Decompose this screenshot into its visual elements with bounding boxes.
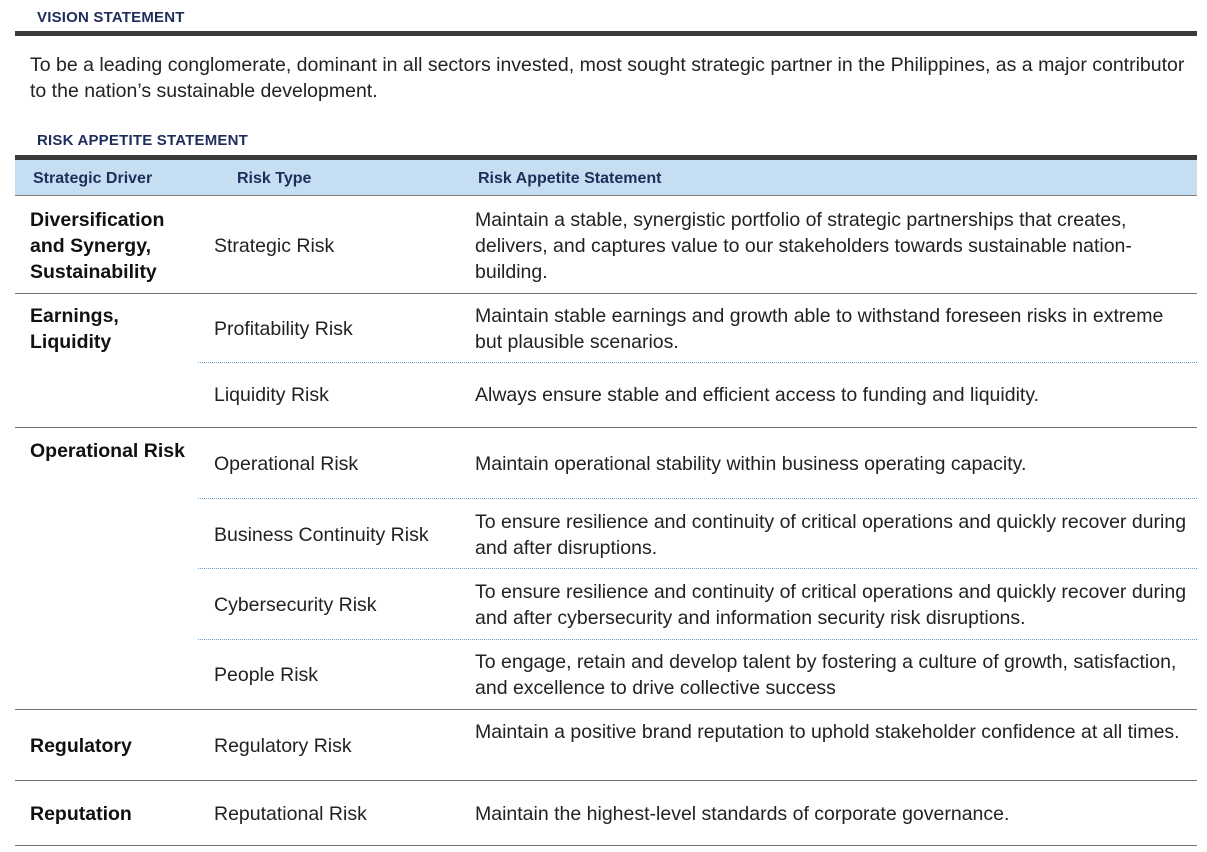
strategic-driver: Diversification and Synergy, Sustainability [30, 209, 165, 283]
table-group-regulatory [15, 710, 1197, 781]
risk-type: Reputational Risk [214, 803, 367, 825]
risk-appetite-heading: RISK APPETITE STATEMENT [37, 132, 248, 149]
table-row [15, 499, 1197, 569]
risk-appetite-table [15, 160, 1197, 846]
strategic-driver: Reputation [30, 803, 132, 825]
table-group-reputation [15, 781, 1197, 846]
risk-statement: Maintain the highest-level standards of corporate governance. [475, 803, 1010, 825]
risk-type: Regulatory Risk [214, 735, 352, 757]
column-header-risk-appetite-statement: Risk Appetite Statement [478, 170, 662, 187]
table-row [15, 428, 1197, 499]
strategic-driver: Regulatory [30, 735, 132, 757]
vision-text: To be a leading conglomerate, dominant in all sectors invested, most sought strategic partner in the Philippines, as a major contributor to the nation’s sustainable development. [30, 54, 1185, 102]
strategic-driver: Earnings, Liquidity [30, 305, 119, 353]
table-group-earnings [15, 294, 1197, 428]
risk-statement: To ensure resilience and continuity of critical operations and quickly recover during and after disruptions. [475, 511, 1187, 559]
risk-statement: To ensure resilience and continuity of critical operations and quickly recover during and after cybersecurity and information security risk disruptions. [475, 581, 1187, 629]
table-row [15, 781, 1197, 845]
vision-heading: VISION STATEMENT [37, 9, 185, 26]
column-header-strategic-driver: Strategic Driver [33, 170, 153, 187]
risk-type: Cybersecurity Risk [214, 594, 377, 616]
risk-type: Business Continuity Risk [214, 524, 429, 546]
risk-statement: To engage, retain and develop talent by fostering a culture of growth, satisfaction, and excellence to drive collective success [475, 651, 1177, 699]
strategic-driver: Operational Risk [30, 440, 185, 462]
table-row [15, 196, 1197, 293]
risk-type: Operational Risk [214, 453, 359, 475]
risk-statement: Maintain a stable, synergistic portfolio of strategic partnerships that creates, delivers, and captures value to our stakeholders towards sustainable nation-building. [475, 209, 1132, 283]
risk-statement: Maintain a positive brand reputation to uphold stakeholder confidence at all times. [475, 721, 1180, 743]
column-header-risk-type: Risk Type [237, 170, 312, 187]
table-header [15, 160, 1197, 196]
risk-type: People Risk [214, 664, 319, 686]
risk-statement: Always ensure stable and efficient access to funding and liquidity. [475, 384, 1040, 406]
table-row [15, 640, 1197, 709]
risk-type: Liquidity Risk [214, 384, 329, 406]
table-group-diversification [15, 196, 1197, 294]
table-group-operational [15, 428, 1197, 710]
risk-statement: Maintain operational stability within business operating capacity. [475, 453, 1027, 475]
table-row [15, 569, 1197, 640]
risk-statement: Maintain stable earnings and growth able to withstand foreseen risks in extreme but plausible scenarios. [475, 305, 1164, 353]
risk-type: Profitability Risk [214, 318, 353, 340]
table-row [15, 294, 1197, 363]
vision-rule [15, 31, 1197, 36]
table-row [15, 710, 1197, 780]
table-row [15, 363, 1197, 427]
risk-type: Strategic Risk [214, 235, 335, 257]
